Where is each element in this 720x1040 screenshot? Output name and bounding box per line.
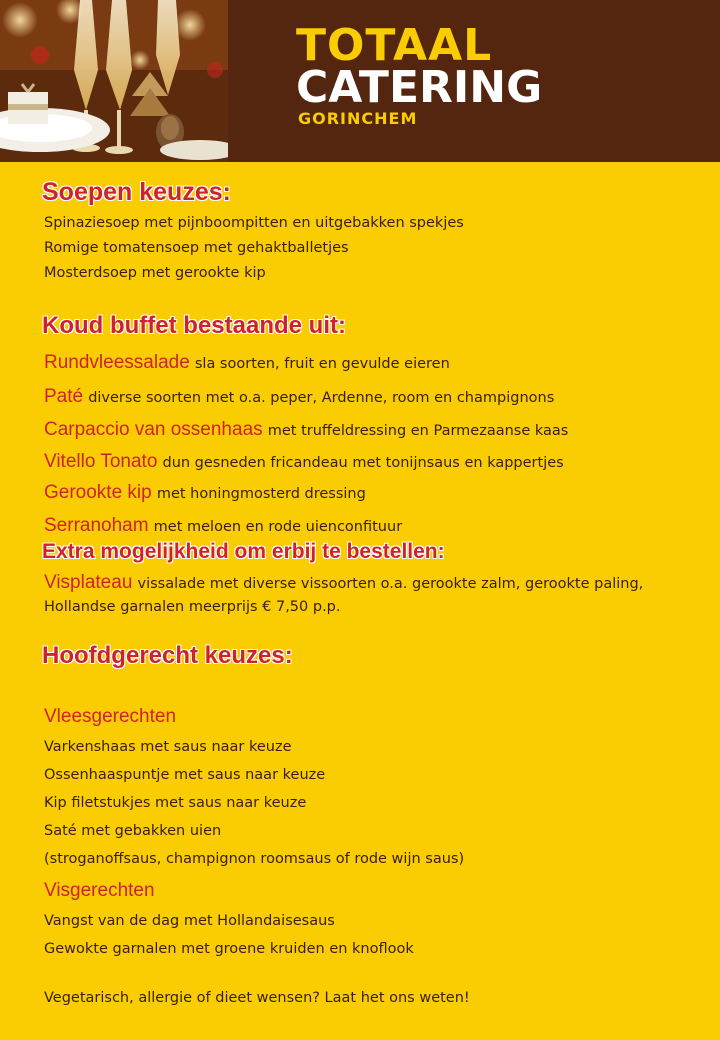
dish-name: Visplateau <box>44 572 133 593</box>
soep-item: Mosterdsoep met gerookte kip <box>44 265 266 281</box>
dish-desc: diverse soorten met o.a. peper, Ardenne, room en champignons <box>88 390 555 406</box>
soepen-heading: Soepen keuzes: <box>42 178 231 206</box>
totaal-catering-logo <box>296 20 596 134</box>
vlees-item: Varkenshaas met saus naar keuze <box>44 739 292 755</box>
vlees-item: Saté met gebakken uien <box>44 823 222 839</box>
koud-item <box>44 352 450 374</box>
koud-item <box>44 386 554 408</box>
hoofdgerecht-heading: Hoofdgerecht keuzes: <box>42 642 293 669</box>
dish-name: Vitello Tonato <box>44 451 158 472</box>
dish-desc: vissalade met diverse vissoorten o.a. gerookte zalm, gerookte paling, Hollandse garnalen meerprijs € 7,50 p.p. <box>44 576 644 615</box>
dish-name: Rundvleessalade <box>44 352 190 373</box>
koud-item <box>44 515 402 537</box>
koud-item <box>44 419 568 441</box>
logo-catering: CATERING <box>296 62 543 113</box>
logo-totaal: TOTAAL <box>296 20 493 71</box>
vlees-item: Kip filetstukjes met saus naar keuze <box>44 795 307 811</box>
vlees-item: (stroganoffsaus, champignon roomsaus of rode wijn saus) <box>44 851 465 867</box>
dish-desc: dun gesneden fricandeau met tonijnsaus en kappertjes <box>162 455 564 471</box>
christmas-table-illustration <box>0 0 228 162</box>
koud-item <box>44 451 564 473</box>
vlees-item: Ossenhaaspuntje met saus naar keuze <box>44 767 326 783</box>
dish-desc: met meloen en rode uienconfituur <box>153 519 403 535</box>
vis-heading: Visgerechten <box>44 880 155 901</box>
dish-name: Serranoham <box>44 515 149 536</box>
dietary-note: Vegetarisch, allergie of dieet wensen? Laat het ons weten! <box>44 990 470 1006</box>
vis-item: Gewokte garnalen met groene kruiden en knoflook <box>44 941 414 957</box>
vis-item: Vangst van de dag met Hollandaisesaus <box>44 913 335 929</box>
dish-desc: sla soorten, fruit en gevulde eieren <box>194 356 450 372</box>
dish-name: Carpaccio van ossenhaas <box>44 419 263 440</box>
dish-desc: met truffeldressing en Parmezaanse kaas <box>267 423 569 439</box>
logo-gorinchem: GORINCHEM <box>298 109 418 128</box>
vlees-heading: Vleesgerechten <box>44 706 177 727</box>
christmas-table-photo <box>0 0 228 162</box>
soep-item: Spinaziesoep met pijnboompitten en uitgebakken spekjes <box>44 215 464 231</box>
dish-desc: met honingmosterd dressing <box>156 486 366 502</box>
dish-name: Gerookte kip <box>44 482 152 503</box>
header-banner <box>0 0 720 162</box>
extra-heading: Extra mogelijkheid om erbij te bestellen: <box>42 540 445 563</box>
visplateau-item <box>44 572 684 618</box>
koud-item <box>44 482 366 504</box>
koud-buffet-heading: Koud buffet bestaande uit: <box>42 312 346 339</box>
soep-item: Romige tomatensoep met gehaktballetjes <box>44 240 349 256</box>
dish-name: Paté <box>44 386 84 407</box>
